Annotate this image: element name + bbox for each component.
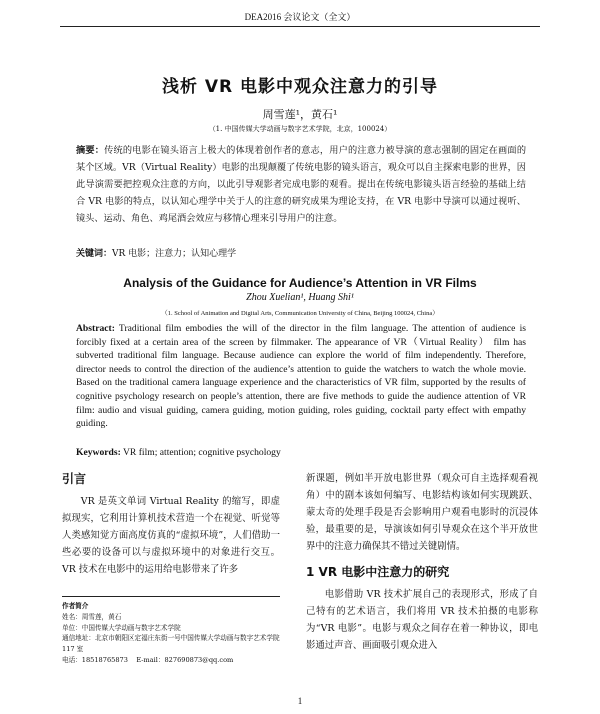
english-authors: Zhou Xuelian¹, Huang Shi¹ [246,292,354,303]
english-abstract-label: Abstract: [76,323,115,334]
author-note-name: 姓名：周雪莲，黄石 [62,612,122,621]
chinese-title: 浅析 VR 电影中观众注意力的引导 [161,77,439,97]
left-column [62,470,280,578]
english-affiliation: （1. School of Animation and Digital Arts, Communication University of China, Beijing 100024, China） [161,310,439,317]
author-note-unit: 单位：中国传媒大学动画与数字艺术学院 [62,623,181,632]
chinese-affiliation: （1. 中国传媒大学动画与数字艺术学院，北京，100024） [208,125,392,133]
author-note-address: 通信地址：北京市朝阳区定福庄东街一号中国传媒大学动画与数字艺术学院 117 室 [62,634,280,654]
running-header: DEA2016 会议论文（全文） [60,10,540,27]
chinese-authors: 周雪莲¹，黄石¹ [262,108,338,121]
chinese-keywords-label: 关键词： [76,249,113,259]
english-keywords-label: Keywords: [76,447,121,458]
section-1-paragraph: 电影借助 VR 技术扩展自己的表现形式，形成了自己特有的艺术语言，我们将用 VR 技术拍摄的电影称为“VR 电影”。电影与观众之间存在着一种协议，即电影通过声音、画面吸引观众进入 [306,589,538,651]
author-note [62,596,280,666]
intro-heading: 引言 [62,472,87,486]
english-abstract [76,322,526,431]
chinese-abstract [76,142,526,227]
section-1-heading: 1 VR 电影中注意力的研究 [306,565,450,579]
author-note-email: E-mail：827690873@qq.com [136,655,234,664]
intro-paragraph-2: 新课题，例如半开放电影世界（观众可自主选择观看视角）中的剧本该如何编写、电影结构该如何实现跳跃、蒙太奇的处理手段是否会影响用户观看电影时的沉浸体验，最重要的是，导演该如何引导观众在这个半开放世界中的注意力确保其不错过关键剧情。 [306,473,538,552]
right-column [306,470,538,654]
chinese-keywords [76,246,526,259]
english-abstract-text: Traditional film embodies the will of the director in the film language. The attention of audience is forcibly fixed at a certain area of the screen by filmmaker. The appearance of VR（Virtual Reality） film has subverted traditional film language. Because audience can explore the world of film independently. Therefore, director needs to control the direction of the audience’s attention to guide the watchers to watch the whole movie. Based on the traditional camera language experience and the characteristics of VR film, supported by the results of cognitive psychology research on people’s attention, there are five methods to guide the audience attention of VR film: audio and visual guiding, camera guiding, motion guiding, roles guiding, cocktail party effect with empathy guiding. [76,323,526,430]
author-note-phone: 电话：18518765873 [62,655,128,664]
intro-paragraph-1: VR 是英文单词 Virtual Reality 的缩写，即虚拟现实，它利用计算机技术营造一个在视觉、听觉等人类感知觉方面高度仿真的“虚拟环境”，人们借助一些必要的设备可以与虚拟环境中的对象进行交互。VR 技术在电影中的运用给电影带来了许多 [62,496,280,575]
english-keywords-text: VR film; attention; cognitive psychology [123,447,281,458]
author-note-title: 作者简介 [62,602,89,610]
chinese-abstract-label: 摘要： [76,145,105,156]
page-number: 1 [297,696,303,706]
author-note-contact [62,655,280,666]
chinese-keywords-text: VR 电影；注意力；认知心理学 [112,249,237,259]
english-title: Analysis of the Guidance for Audience’s Attention in VR Films [123,276,477,290]
english-keywords [76,447,526,458]
chinese-abstract-text: 传统的电影在镜头语言上极大的体现着创作者的意志，用户的注意力被导演的意志强制的固定在画面的某个区域。VR（Virtual Reality）电影的出现颠覆了传统电影的镜头语言，观众可以自主探索电影的世界，因此导演需要把控观众注意的方向，以此引导观影者完成电影的观看。提出在传统电影镜头语言经验的基础上结合 VR 电影的特点，以认知心理学中关于人的注意的研究成果为理论支持，在 VR 电影中导演可以通过视听、镜头、运动、角色、鸡尾酒会效应与移情心理来引导用户的注意。 [76,145,527,224]
